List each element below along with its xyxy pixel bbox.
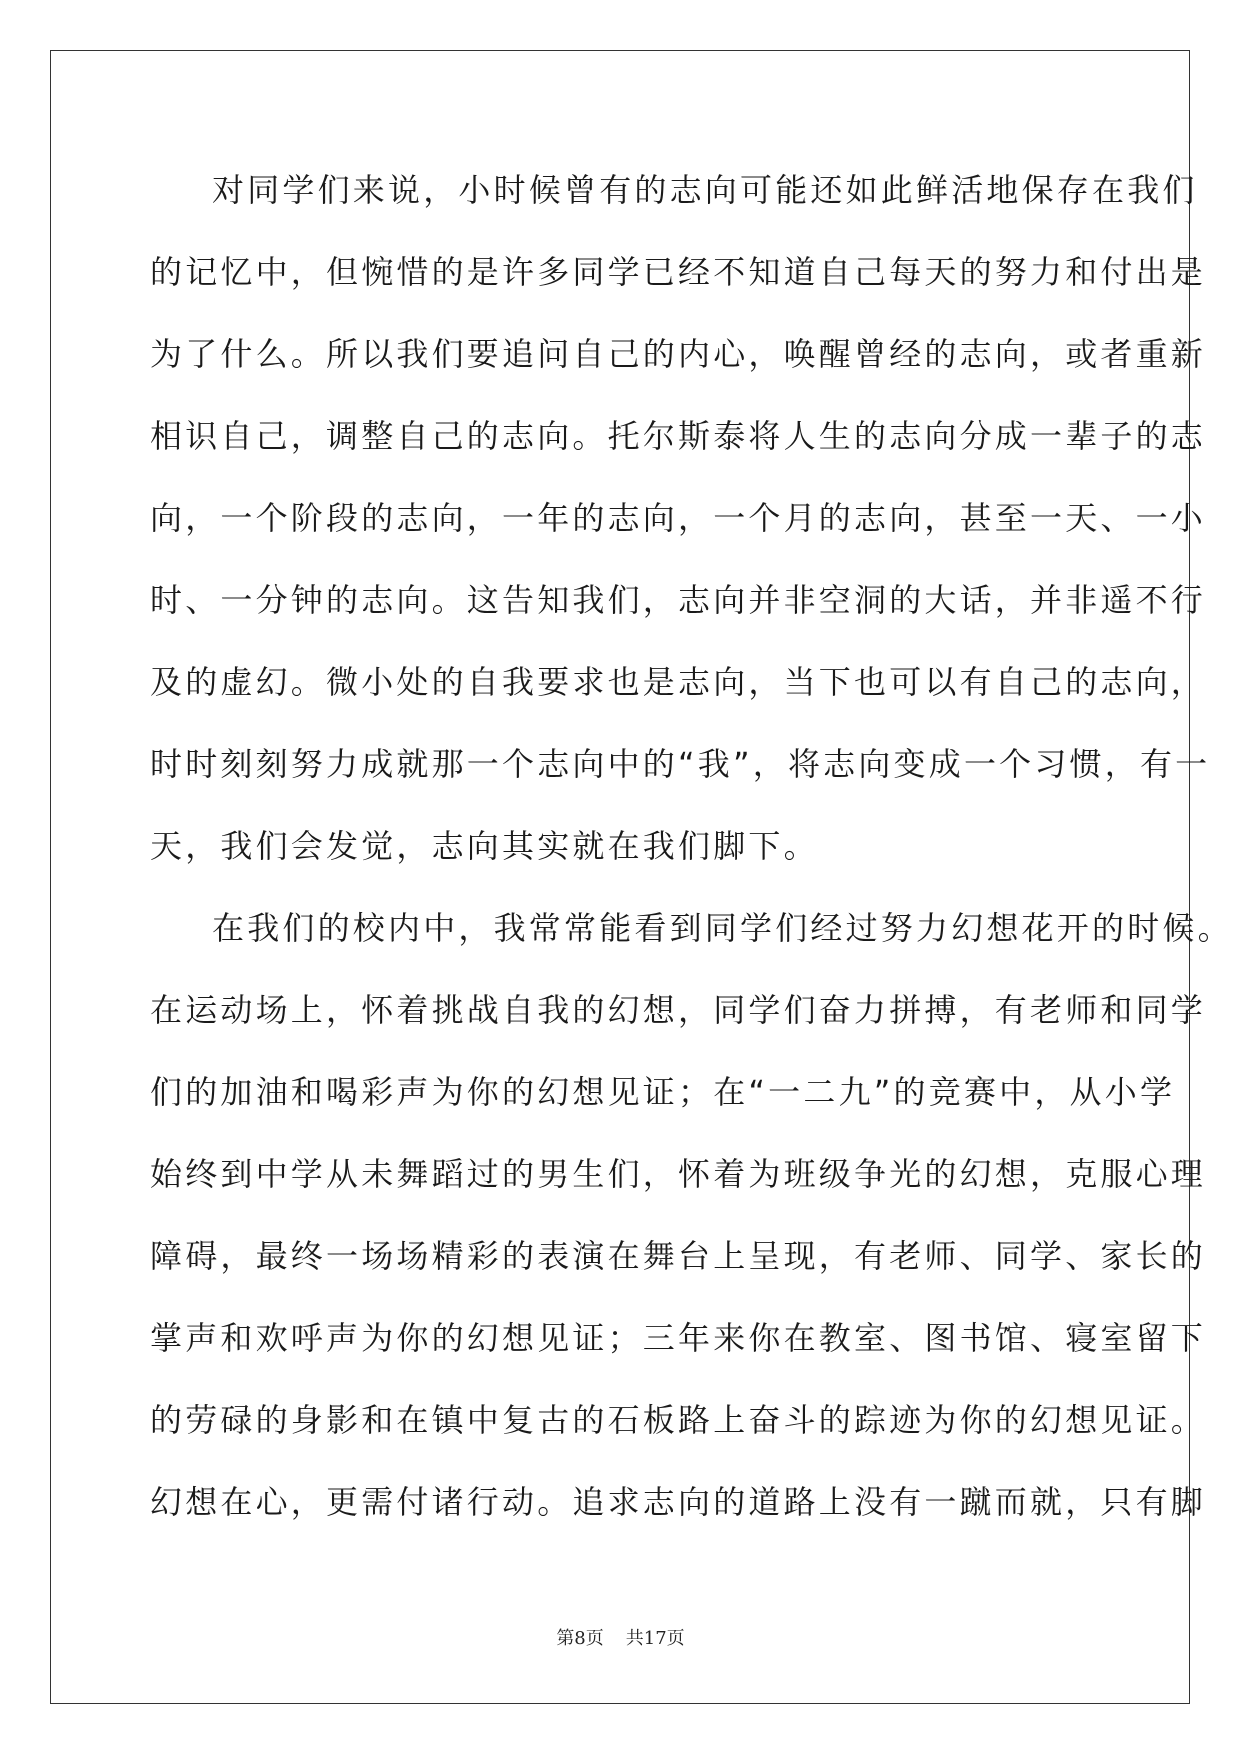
text-line: 时时刻刻努力成就那一个志向中的“我”，将志向变成一个习惯，有一 — [150, 745, 1211, 783]
text-line: 在运动场上，怀着挑战自我的幻想，同学们奋力拼搏，有老师和同学 — [150, 991, 1207, 1029]
text-line: 障碍，最终一场场精彩的表演在舞台上呈现，有老师、同学、家长的 — [150, 1237, 1207, 1275]
text-line: 向，一个阶段的志向，一年的志向，一个月的志向，甚至一天、一小 — [150, 499, 1207, 537]
text-line: 时、一分钟的志向。这告知我们，志向并非空洞的大话，并非遥不行 — [150, 581, 1207, 619]
paragraph-2 — [150, 898, 1233, 1554]
text-line: 的记忆中，但惋惜的是许多同学已经不知道自己每天的努力和付出是 — [150, 253, 1207, 291]
text-line: 在我们的校内中，我常常能看到同学们经过努力幻想花开的时候。 — [212, 909, 1233, 947]
page-footer — [0, 1624, 1241, 1650]
text-line: 相识自己，调整自己的志向。托尔斯泰将人生的志向分成一辈子的志 — [150, 417, 1207, 455]
text-line: 对同学们来说，小时候曾有的志向可能还如此鲜活地保存在我们 — [212, 171, 1198, 209]
current-page-number: 第8页 — [556, 1628, 604, 1649]
paragraph-1 — [150, 160, 1211, 898]
text-line: 及的虚幻。微小处的自我要求也是志向，当下也可以有自己的志向， — [150, 663, 1207, 701]
text-line: 的劳碌的身影和在镇中复古的石板路上奋斗的踪迹为你的幻想见证。 — [150, 1401, 1207, 1439]
text-line: 天，我们会发觉，志向其实就在我们脚下。 — [150, 827, 819, 865]
total-page-count: 共17页 — [625, 1628, 685, 1649]
document-body — [150, 160, 1233, 1554]
text-line: 始终到中学从未舞蹈过的男生们，怀着为班级争光的幻想，克服心理 — [150, 1155, 1207, 1193]
text-line: 掌声和欢呼声为你的幻想见证；三年来你在教室、图书馆、寝室留下 — [150, 1319, 1207, 1357]
text-line: 们的加油和喝彩声为你的幻想见证；在“一二九”的竞赛中，从小学 — [150, 1073, 1176, 1111]
text-line: 为了什么。所以我们要追问自己的内心，唤醒曾经的志向，或者重新 — [150, 335, 1207, 373]
text-line: 幻想在心，更需付诸行动。追求志向的道路上没有一蹴而就，只有脚 — [150, 1483, 1207, 1521]
